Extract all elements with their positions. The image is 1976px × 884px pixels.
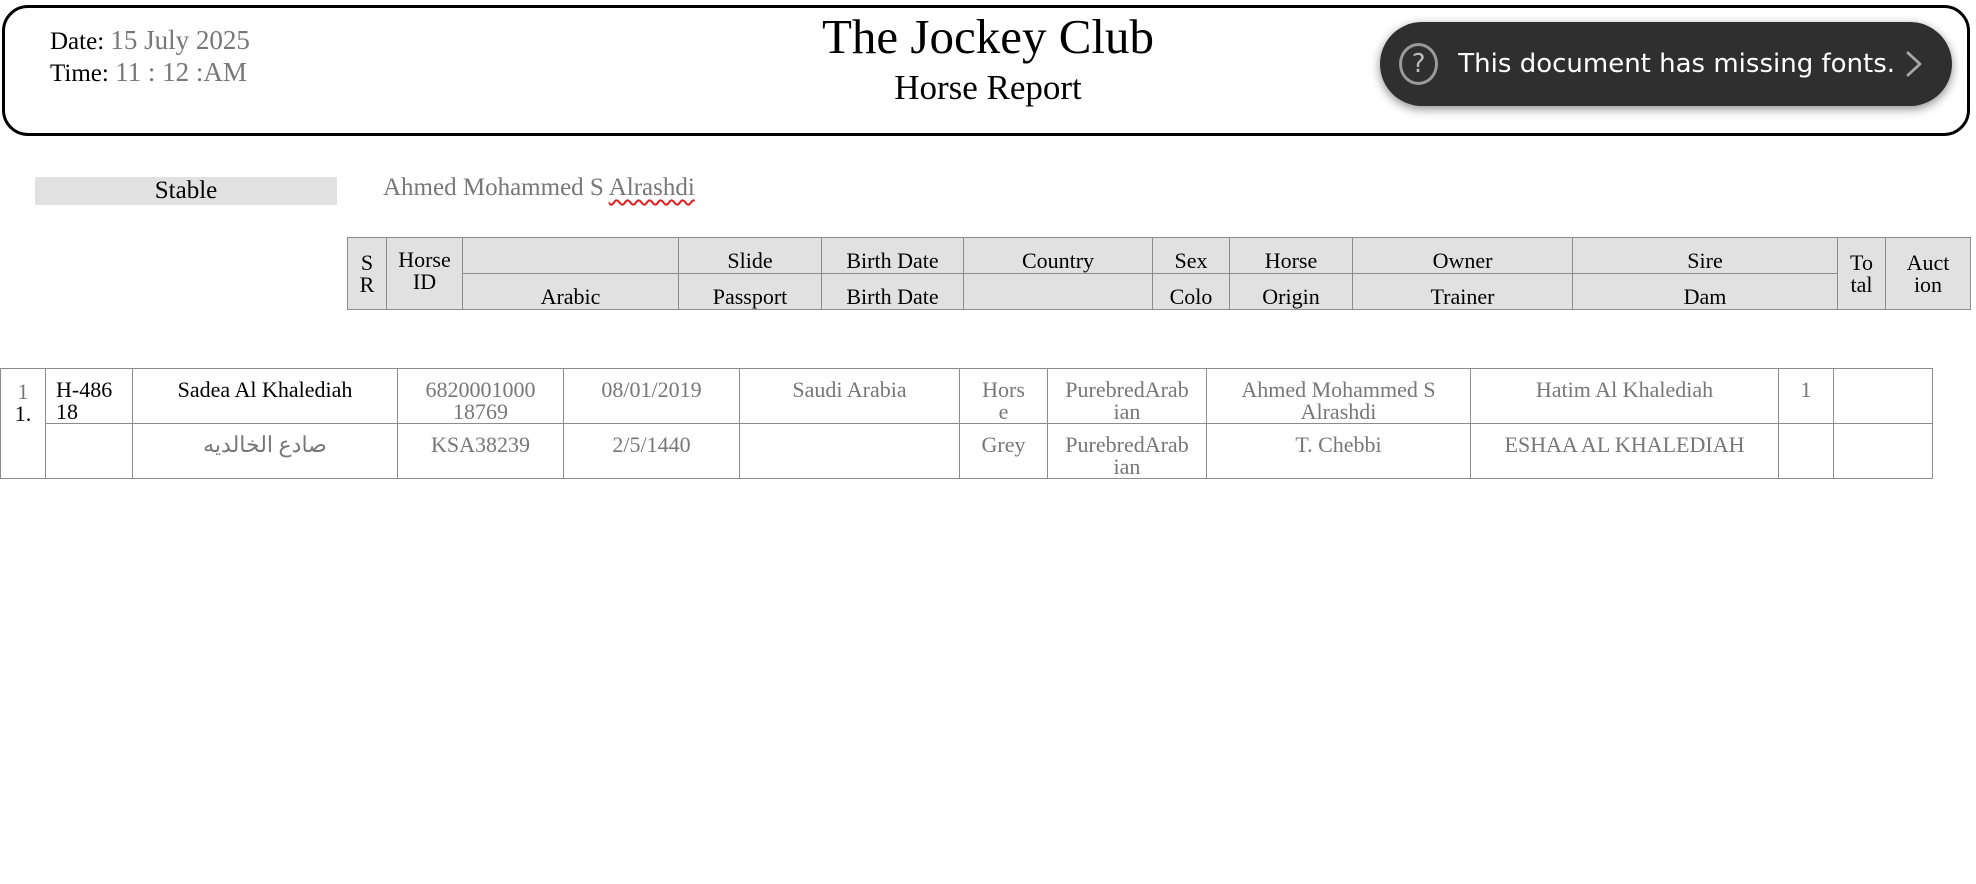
horse-type-cell: PurebredArab ian	[1048, 369, 1207, 424]
report-title: The Jockey Club	[821, 9, 1155, 64]
col-header-sire: Sire	[1573, 238, 1838, 274]
country-cell-blank	[740, 424, 960, 479]
birth-date-hijri-cell: 2/5/1440	[564, 424, 740, 479]
horse-id-cell: H-486 18	[46, 369, 133, 424]
horse-name-arabic-cell: صادع الخالديه	[133, 424, 398, 479]
col-header-passport: Passport	[679, 274, 822, 310]
stable-owner	[383, 174, 695, 202]
col-header-birth-date-hijri: Birth Date	[822, 274, 964, 310]
trainer-cell: T. Chebbi	[1207, 424, 1471, 479]
sr-index: 1.	[14, 401, 32, 426]
col-header-country: Country	[964, 238, 1153, 274]
time-value: 11 : 12 :AM	[115, 57, 247, 87]
col-header-horse: Horse	[1230, 238, 1353, 274]
country-cell: Saudi Arabia	[740, 369, 960, 424]
stable-label: Stable	[35, 177, 337, 205]
color-cell: Grey	[960, 424, 1048, 479]
col-header-sr: S R	[348, 238, 387, 310]
col-header-colo: Colo	[1153, 274, 1230, 310]
help-circle-icon: ?	[1399, 43, 1438, 85]
col-header-origin: Origin	[1230, 274, 1353, 310]
total-cell: 1	[1779, 369, 1834, 424]
horse-id-cell-blank	[46, 424, 133, 479]
col-header-trainer: Trainer	[1353, 274, 1573, 310]
col-header-sex: Sex	[1153, 238, 1230, 274]
date-label: Date:	[50, 28, 105, 55]
toast-message: This document has missing fonts.	[1458, 49, 1896, 79]
date-value: 15 July 2025	[110, 25, 250, 55]
origin-cell: PurebredArab ian	[1048, 424, 1207, 479]
horse-name-cell: Sadea Al Khalediah	[133, 369, 398, 424]
chevron-right-icon	[1895, 44, 1932, 84]
stable-owner-last: Alrashdi	[608, 174, 695, 201]
time-label: Time:	[50, 60, 109, 87]
slide-cell: 6820001000 18769	[398, 369, 564, 424]
col-header-arabic: Arabic	[463, 274, 679, 310]
total-cell-blank	[1779, 424, 1834, 479]
col-header-auction: Auct ion	[1886, 238, 1971, 310]
col-header-blank	[964, 274, 1153, 310]
column-header-table	[347, 237, 1971, 310]
table-row	[1, 424, 1933, 479]
col-header-dam: Dam	[1573, 274, 1838, 310]
sr-cell	[1, 369, 46, 479]
auction-cell-blank	[1834, 424, 1933, 479]
stable-owner-first: Ahmed Mohammed S	[383, 174, 604, 201]
dam-cell: ESHAA AL KHALEDIAH	[1471, 424, 1779, 479]
auction-cell	[1834, 369, 1933, 424]
report-subtitle: Horse Report	[894, 68, 1082, 107]
horse-data-table	[0, 368, 1933, 479]
col-header-owner: Owner	[1353, 238, 1573, 274]
col-header-name	[463, 238, 679, 274]
col-header-slide: Slide	[679, 238, 822, 274]
passport-cell: KSA38239	[398, 424, 564, 479]
sr-number: 1	[17, 379, 29, 404]
missing-fonts-toast[interactable]	[1380, 22, 1952, 106]
sire-cell: Hatim Al Khalediah	[1471, 369, 1779, 424]
col-header-total: To tal	[1838, 238, 1886, 310]
table-row	[1, 369, 1933, 424]
col-header-birth-date: Birth Date	[822, 238, 964, 274]
sex-cell: Hors e	[960, 369, 1048, 424]
birth-date-cell: 08/01/2019	[564, 369, 740, 424]
owner-cell: Ahmed Mohammed S Alrashdi	[1207, 369, 1471, 424]
col-header-horse-id: Horse ID	[387, 238, 463, 310]
